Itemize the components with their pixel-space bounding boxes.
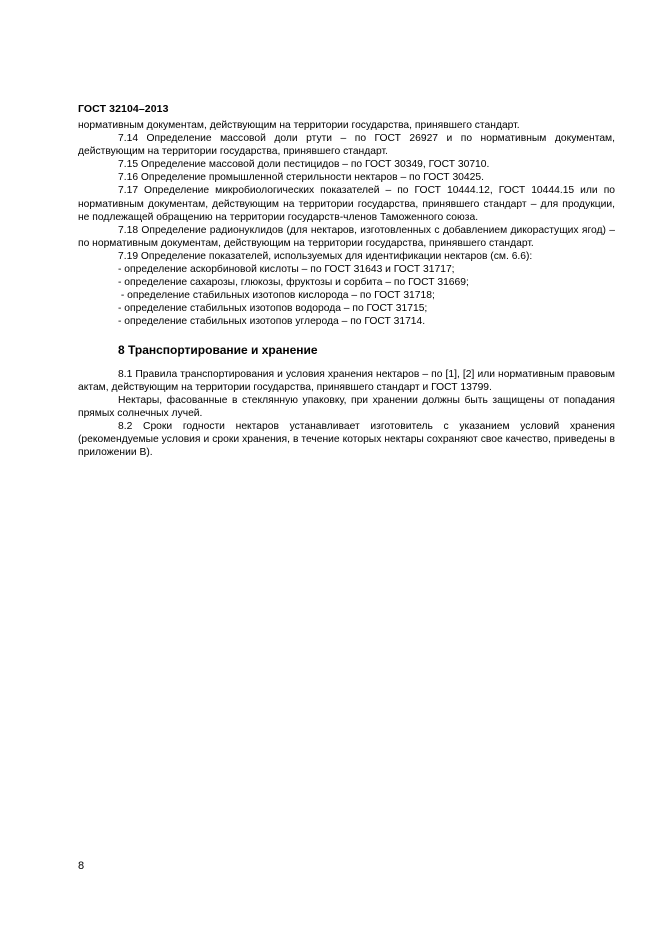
paragraph-7-14: 7.14 Определение массовой доли ртути – по ГОСТ 26927 и по нормативным документам, действующим на территории государства, принявшего стандарт.: [78, 133, 615, 158]
list-item-ascorbic: - определение аскорбиновой кислоты – по ГОСТ 31643 и ГОСТ 31717;: [118, 264, 455, 276]
paragraph-glass-packaging: Нектары, фасованные в стеклянную упаковку, при хранении должны быть защищены от попадания прямых солнечных лучей.: [78, 394, 615, 419]
paragraph-7-17: 7.17 Определение микробиологических показателей – по ГОСТ 10444.12, ГОСТ 10444.15 или по нормативным документам, действующим на территории государства, принявшего стандарт – для продукции, не подлежащей обращению на территории государств-членов Таможенного союза.: [78, 185, 615, 223]
paragraph-7-19: 7.19 Определение показателей, используемых для идентификации нектаров (см. 6.6):: [118, 250, 533, 262]
paragraph-8-1: 8.1 Правила транспортирования и условия хранения нектаров – по [1], [2] или нормативным правовым актам, действующим на территории государства, принявшего стандарт и ГОСТ 13799.: [78, 368, 615, 393]
list-item-oxygen-isotopes: - определение стабильных изотопов кислорода – по ГОСТ 31718;: [118, 290, 435, 302]
paragraph-7-15: 7.15 Определение массовой доли пестицидов – по ГОСТ 30349, ГОСТ 30710.: [118, 159, 490, 171]
document-body: [78, 119, 615, 459]
section-heading: 8 Транспортирование и хранение: [118, 342, 318, 357]
document-header: ГОСТ 32104–2013: [78, 103, 169, 115]
page-number: 8: [78, 860, 85, 872]
paragraph-8-2: 8.2 Сроки годности нектаров устанавливает изготовитель с указанием условий хранения (рекомендуемые условия и сроки хранения, в течение которых нектары сохраняют свое качество, приведены в приложении В).: [78, 420, 615, 459]
list-item-sugars: - определение сахарозы, глюкозы, фруктозы и сорбита – по ГОСТ 31669;: [118, 277, 469, 289]
paragraph-continuation: нормативным документам, действующим на территории государства, принявшего стандарт.: [78, 120, 520, 131]
paragraph-7-16: 7.16 Определение промышленной стерильности нектаров – по ГОСТ 30425.: [118, 172, 484, 184]
list-item-carbon-isotopes: - определение стабильных изотопов углерода – по ГОСТ 31714.: [118, 316, 426, 328]
list-item-hydrogen-isotopes: - определение стабильных изотопов водорода – по ГОСТ 31715;: [118, 303, 428, 315]
paragraph-7-18: 7.18 Определение радионуклидов (для нектаров, изготовленных с добавлением дикорастущих ягод) – по нормативным документам, действующим на территории государства, принявшего стандарт.: [78, 224, 615, 249]
